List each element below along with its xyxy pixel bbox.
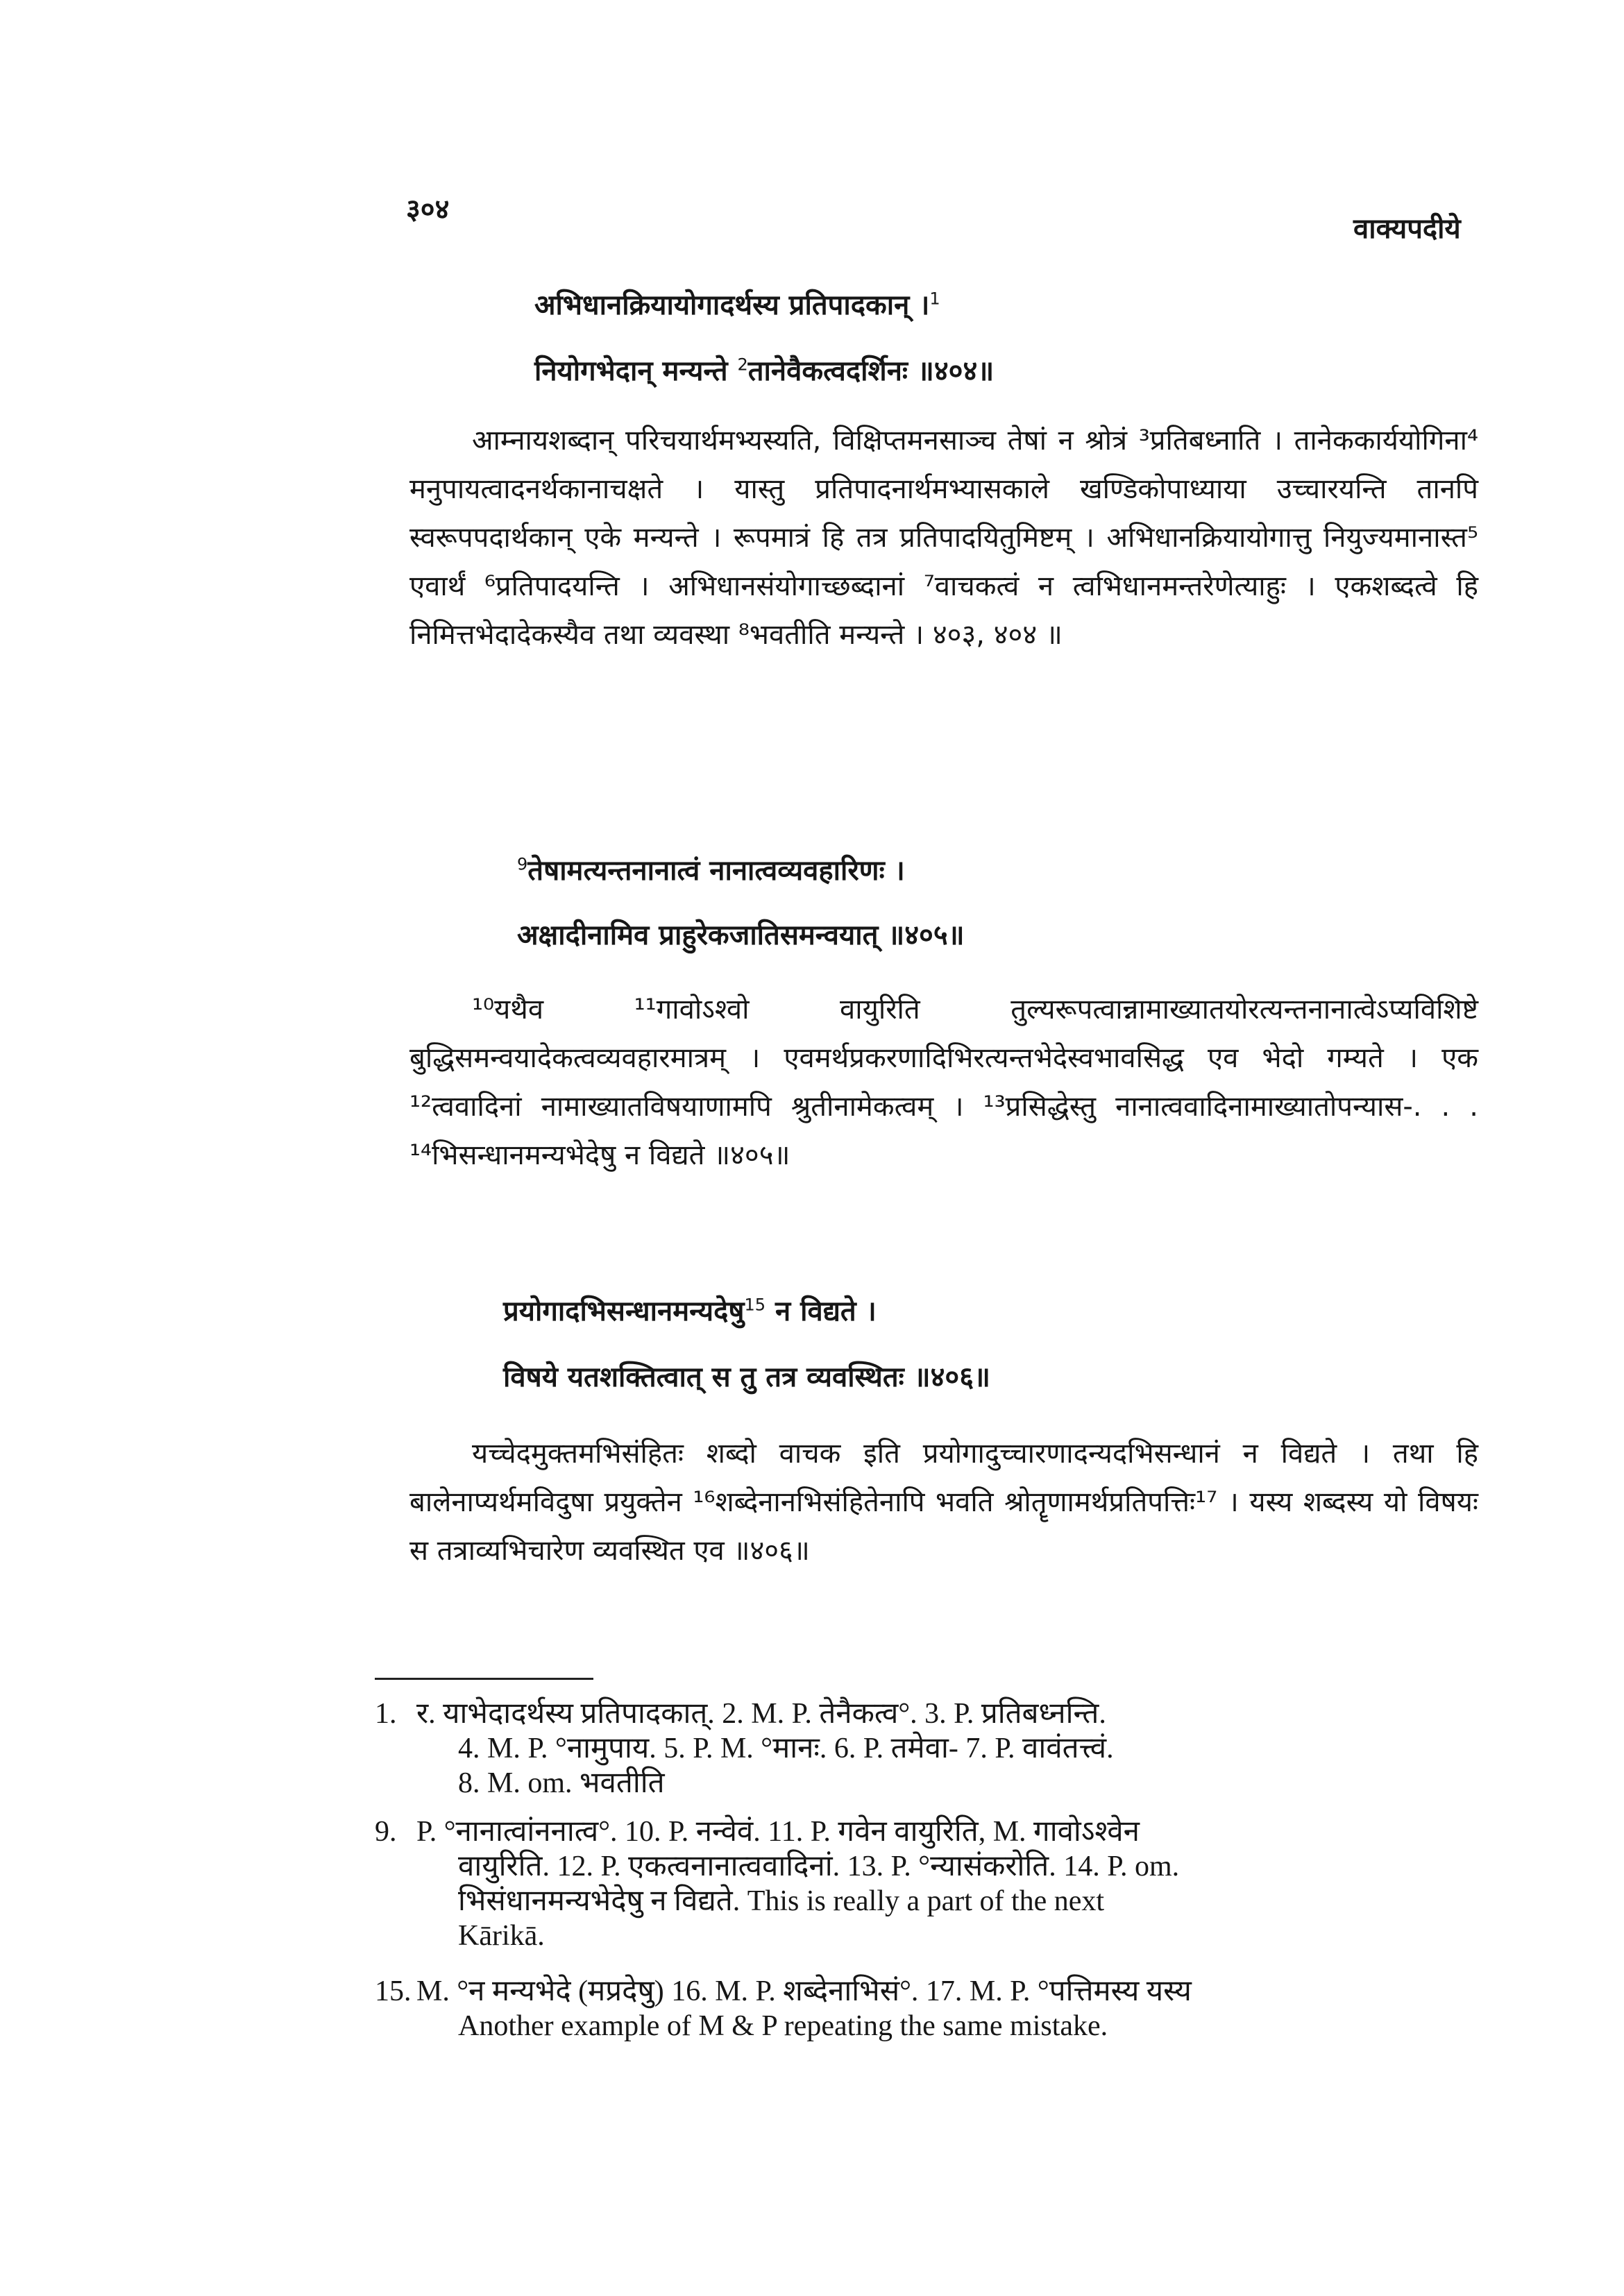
footnote-line: Kārikā. <box>458 1920 545 1952</box>
footnote-block-3 <box>375 1974 1513 2043</box>
footnote-line: 4. M. P. °नामुपाय. 5. P. M. °मानः. 6. P. तमेवा- 7. P. वावंतत्त्वं. <box>458 1733 1114 1764</box>
footnote-rule <box>375 1678 593 1680</box>
footnote-block-2 <box>375 1814 1513 1953</box>
verse-405-line-1: $^9$तेषामत्यन्तनानात्वं नानात्वव्यवहारिणः । <box>517 854 905 887</box>
footnote-line: P. °नानात्वांननात्व°. 10. P. नन्वेवं. 11. P. गवेन वायुरिति, M. गावोऽश्वेन <box>416 1816 1140 1848</box>
running-head: वाक्यपदीये <box>1353 212 1461 245</box>
footnote-line: भिसंधानमन्यभेदेषु न विद्यते. This is really a part of the next <box>458 1885 1105 1917</box>
commentary-406: यच्चेदमुक्तमभिसंहितः शब्दो वाचक इति प्रयोगादुच्चारणादन्यदभिसन्धानं न विद्यते । तथा हि बालेनाप्यर्थमविदुषा प्रयुक्तेन ¹⁶शब्देनानभिसंहितेनापि भवति श्रोतॄणामर्थप्रतिपत्तिः¹⁷ । यस्य शब्दस्य यो विषयः स तत्राव्यभिचारेण व्यवस्थित एव ॥४०६॥ <box>409 1438 1478 1567</box>
verse-405-line-2: अक्षादीनामिव प्राहुरेकजातिसमन्वयात् ॥४०५॥ <box>517 919 965 951</box>
footnote-number: 1. <box>375 1698 397 1730</box>
footnote-line: Another example of M & P repeating the same mistake. <box>458 2010 1108 2042</box>
footnote-line: र. याभेदादर्थस्य प्रतिपादकात्. 2. M. P. तेनैकत्व°. 3. P. प्रतिबध्नन्ति. <box>416 1698 1106 1730</box>
footnote-line: वायुरिति. 12. P. एकत्वनानात्ववादिनां. 13. P. °न्यासंकरोति. 14. P. om. <box>458 1851 1180 1882</box>
footnote-block-1 <box>375 1697 1513 1801</box>
verse-406-line-2: विषये यतशक्तित्वात् स तु तत्र व्यवस्थितः ॥४०६॥ <box>503 1361 990 1393</box>
page-number: ३०४ <box>406 193 450 226</box>
commentary-404: आम्नायशब्दान् परिचयार्थमभ्यस्यति, विक्षिप्तमनसाञ्च तेषां न श्रोत्रं ³प्रतिबध्नाति । तानेककार्ययोगिना⁴ मनुपायत्वादनर्थकानाचक्षते । यास्तु प्रतिपादनार्थमभ्यासकाले खण्डिकोपाध्याया उच्चारयन्ति तानपि स्वरूपपदार्थकान् एके मन्यन्ते । रूपमात्रं हि तत्र प्रतिपादयितुमिष्टम् । अभिधानक्रियायोगात्तु नियुज्यमानास्त⁵ एवार्थं ⁶प्रतिपादयन्ति । अभिधानसंयोगाच्छब्दानां ⁷वाचकत्वं न त्वभिधानमन्तरेणेत्याहुः । एकशब्दत्वे हि निमित्तभेदादेकस्यैव तथा व्यवस्था ⁸भवतीति मन्यन्ते । ४०३, ४०४ ॥ <box>409 425 1478 651</box>
verse-406-line-1: प्रयोगादभिसन्धानमन्यदेषु$^{15}$ न विद्यते । <box>503 1295 877 1327</box>
footnote-line: 8. M. om. भवतीति <box>458 1767 665 1799</box>
commentary-405: ¹⁰यथैव ¹¹गावोऽश्वो वायुरिति तुल्यरूपत्वान्नामाख्यातयोरत्यन्तनानात्वेऽप्यविशिष्टे बुद्धिसमन्वयादेकत्वव्यवहारमात्रम् । एवमर्थप्रकरणादिभिरत्यन्तभेदेस्वभावसिद्ध एव भेदो गम्यते । एक ¹²त्ववादिनां नामाख्यातविषयाणामपि श्रुतीनामेकत्वम् । ¹³प्रसिद्धेस्तु नानात्ववादिनामाख्यातोपन्यास-. . . ¹⁴भिसन्धानमन्यभेदेषु न विद्यते ॥४०५॥ <box>409 994 1478 1171</box>
footnote-line: M. °न मन्यभेदे (मप्रदेषु) 16. M. P. शब्देनाभिसं°. 17. M. P. °पत्तिमस्य यस्य <box>416 1975 1192 2007</box>
verse-404-line-2: नियोगभेदान् मन्यन्ते $^2$तानेवैकत्वदर्शिनः ॥४०४॥ <box>534 355 995 387</box>
footnote-number: 9. <box>375 1816 397 1848</box>
verse-404-line-1: अभिधानक्रियायोगादर्थस्य प्रतिपादकान् ।$^1$ <box>534 289 940 321</box>
footnote-number: 15. <box>375 1975 412 2007</box>
